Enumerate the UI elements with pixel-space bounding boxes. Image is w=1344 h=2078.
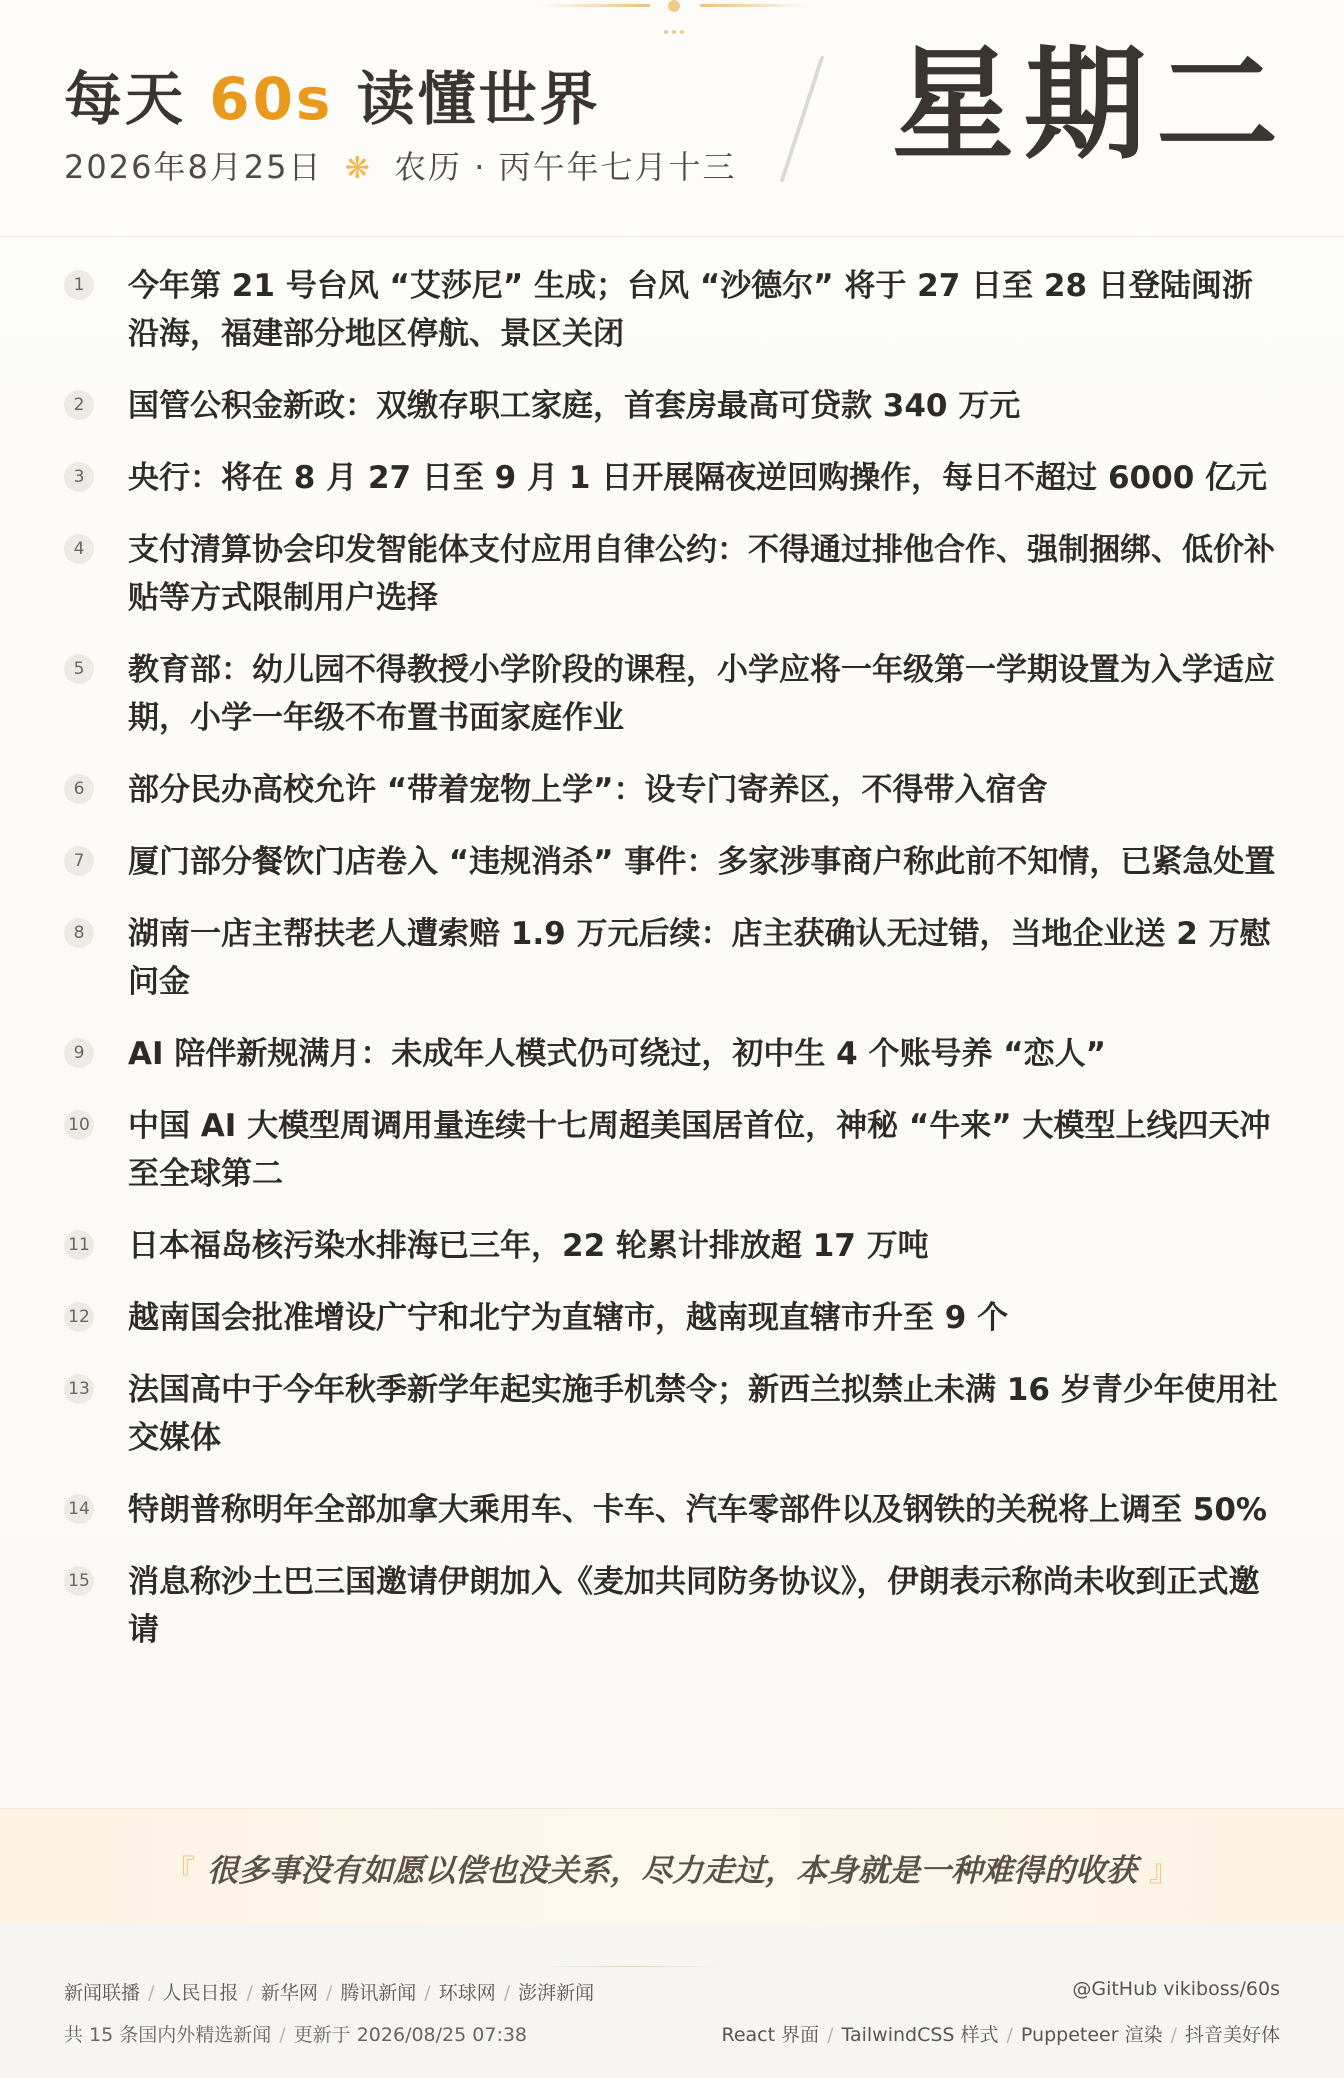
- deco-line-left: [540, 4, 650, 7]
- news-count: 共 15 条国内外精选新闻: [64, 2024, 272, 2046]
- news-item: [0, 1102, 1344, 1198]
- separator: /: [148, 1982, 155, 2004]
- news-number-badge: 2: [64, 390, 94, 420]
- news-text: 越南国会批准增设广宁和北宁为直辖市，越南现直辖市升至 9 个: [128, 1300, 1009, 1336]
- news-text: 央行：将在 8 月 27 日至 9 月 1 日开展隔夜逆回购操作，每日不超过 6000 亿元: [128, 460, 1268, 496]
- news-list: [0, 262, 1344, 1678]
- news-item: [0, 262, 1344, 358]
- asterisk-flower-icon: ❋: [344, 151, 372, 186]
- deco-mini-dot: [672, 30, 676, 34]
- tech-stack: [721, 2020, 1280, 2047]
- news-number-badge: 7: [64, 846, 94, 876]
- header: [0, 0, 1344, 237]
- news-text: 日本福岛核污染水排海已三年，22 轮累计排放超 17 万吨: [128, 1228, 929, 1264]
- news-item: [0, 1366, 1344, 1462]
- date-line: [64, 142, 737, 188]
- title-suffix: 读懂世界: [356, 65, 601, 133]
- weekday: 星期二: [892, 34, 1288, 176]
- top-decoration: [540, 0, 810, 40]
- news-number-badge: 11: [64, 1230, 94, 1260]
- source-item: 澎湃新闻: [518, 1982, 595, 2004]
- source-item: 人民日报: [162, 1982, 239, 2004]
- news-text: 厦门部分餐饮门店卷入 “违规消杀” 事件：多家涉事商户称此前不知情，已紧急处置: [128, 844, 1276, 880]
- news-number-badge: 4: [64, 534, 94, 564]
- deco-mini-dot: [664, 30, 668, 34]
- separator: /: [424, 1982, 431, 2004]
- separator: /: [827, 2024, 834, 2046]
- quote-band: [0, 1808, 1344, 1926]
- stats-line: [64, 2020, 527, 2047]
- source-item: 腾讯新闻: [340, 1982, 417, 2004]
- separator: /: [246, 1982, 253, 2004]
- tech-item: React 界面: [721, 2024, 820, 2046]
- updated-time: 更新于 2026/08/25 07:38: [293, 2024, 528, 2046]
- news-item: [0, 1486, 1344, 1534]
- footer: [0, 1924, 1344, 2078]
- deco-dot: [668, 0, 680, 12]
- news-text: 部分民办高校允许 “带着宠物上学”：设专门寄养区，不得带入宿舍: [128, 772, 1048, 808]
- footer-decoration: [540, 1966, 720, 1967]
- news-text: AI 陪伴新规满月：未成年人模式仍可绕过，初中生 4 个账号养 “恋人”: [128, 1036, 1107, 1072]
- separator: /: [1006, 2024, 1013, 2046]
- source-item: 环球网: [438, 1982, 496, 2004]
- news-number-badge: 8: [64, 918, 94, 948]
- news-item: [0, 1558, 1344, 1654]
- page-title: [64, 52, 601, 136]
- source-item: 新闻联播: [64, 1982, 141, 2004]
- news-text: 法国高中于今年秋季新学年起实施手机禁令；新西兰拟禁止未满 16 岁青少年使用社交媒体: [128, 1372, 1278, 1456]
- news-item: [0, 454, 1344, 502]
- news-number-badge: 6: [64, 774, 94, 804]
- news-item: [0, 1294, 1344, 1342]
- gregorian-date: 2026年8月25日: [64, 148, 323, 186]
- news-number-badge: 12: [64, 1302, 94, 1332]
- news-text: 支付清算协会印发智能体支付应用自律公约：不得通过排他合作、强制捆绑、低价补贴等方式限制用户选择: [128, 532, 1275, 616]
- news-number-badge: 5: [64, 654, 94, 684]
- news-item: [0, 1030, 1344, 1078]
- source-item: 新华网: [260, 1982, 318, 2004]
- quote-open-mark: 『: [165, 1854, 195, 1889]
- separator: /: [503, 1982, 511, 2004]
- news-number-badge: 1: [64, 270, 94, 300]
- title-prefix: 每天: [64, 65, 187, 133]
- news-text: 教育部：幼儿园不得教授小学阶段的课程，小学应将一年级第一学期设置为入学适应期，小学一年级不布置书面家庭作业: [128, 652, 1275, 736]
- separator: /: [325, 1982, 333, 2004]
- news-item: [0, 766, 1344, 814]
- repo-link[interactable]: @GitHub vikiboss/60s: [1072, 1978, 1280, 2000]
- title-accent: 60s: [209, 65, 334, 133]
- lunar-date: 农历 · 丙午年七月十三: [394, 148, 737, 186]
- news-text: 今年第 21 号台风 “艾莎尼” 生成；台风 “沙德尔” 将于 27 日至 28 日登陆闽浙沿海，福建部分地区停航、景区关闭: [128, 268, 1253, 352]
- deco-mini-dot: [680, 30, 684, 34]
- news-item: [0, 910, 1344, 1006]
- news-item: [0, 526, 1344, 622]
- news-number-badge: 9: [64, 1038, 94, 1068]
- source-list: [64, 1978, 594, 2005]
- news-text: 消息称沙土巴三国邀请伊朗加入《麦加共同防务协议》，伊朗表示称尚未收到正式邀请: [128, 1564, 1260, 1648]
- tech-item: 抖音美好体: [1184, 2024, 1280, 2046]
- news-number-badge: 10: [64, 1110, 94, 1140]
- news-number-badge: 3: [64, 462, 94, 492]
- news-text: 中国 AI 大模型周调用量连续十七周超美国居首位，神秘 “牛来” 大模型上线四天冲至全球第二: [128, 1108, 1271, 1192]
- news-item: [0, 1222, 1344, 1270]
- quote-text: 很多事没有如愿以偿也没关系，尽力走过，本身就是一种难得的收获: [207, 1853, 1137, 1889]
- tech-item: TailwindCSS 样式: [841, 2024, 999, 2046]
- news-number-badge: 14: [64, 1494, 94, 1524]
- news-item: [0, 382, 1344, 430]
- deco-line-right: [700, 4, 810, 7]
- news-number-badge: 13: [64, 1374, 94, 1404]
- news-text: 湖南一店主帮扶老人遭索赔 1.9 万元后续：店主获确认无过错，当地企业送 2 万慰问金: [128, 916, 1271, 1000]
- news-item: [0, 838, 1344, 886]
- quote-close-mark: 』: [1149, 1854, 1179, 1889]
- tech-item: Puppeteer 渲染: [1020, 2024, 1163, 2046]
- separator: /: [279, 2024, 286, 2046]
- news-item: [0, 646, 1344, 742]
- divider-slash: [780, 56, 825, 182]
- separator: /: [1170, 2024, 1177, 2046]
- news-text: 国管公积金新政：双缴存职工家庭，首套房最高可贷款 340 万元: [128, 388, 1021, 424]
- daily-quote: [0, 1845, 1344, 1890]
- news-number-badge: 15: [64, 1566, 94, 1596]
- news-text: 特朗普称明年全部加拿大乘用车、卡车、汽车零部件以及钢铁的关税将上调至 50%: [128, 1492, 1267, 1528]
